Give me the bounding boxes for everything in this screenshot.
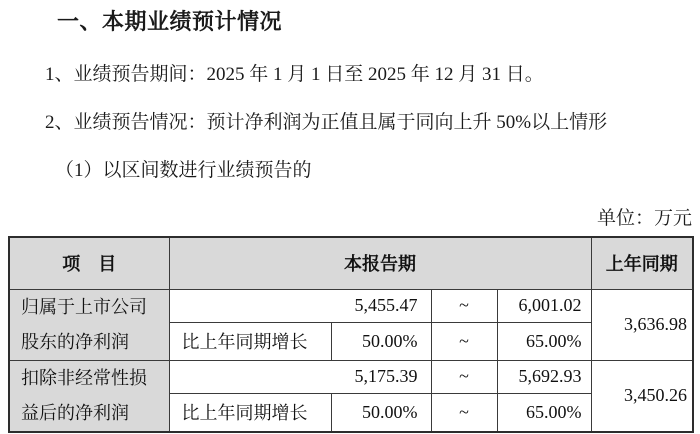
unit-label: 单位：万元	[596, 208, 692, 229]
net-profit-prior-amount: 3,636.98	[591, 289, 693, 360]
net-profit-amount-high: 6,001.02	[497, 289, 591, 322]
range-tilde: ~	[431, 322, 497, 360]
header-item: 项 目	[9, 237, 169, 289]
range-tilde: ~	[431, 394, 497, 432]
header-current-period: 本报告期	[169, 237, 591, 289]
deducted-profit-amount-high: 5,692.93	[497, 360, 591, 394]
deducted-profit-amount-low: 5,175.39	[169, 360, 431, 394]
paragraph-forecast-situation: 2、业绩预告情况：预计净利润为正值且属于同向上升 50%以上情形	[45, 112, 608, 133]
item-cell-deducted-profit	[9, 360, 169, 432]
net-profit-growth-low: 50.00%	[331, 322, 431, 360]
table-header-row	[9, 237, 693, 289]
table-row-deducted-profit-amounts	[9, 360, 693, 394]
item-line: 扣除非经常性损	[21, 367, 147, 388]
range-tilde: ~	[431, 360, 497, 394]
paragraph-forecast-method: （1）以区间数进行业绩预告的	[55, 160, 312, 181]
item-line: 归属于上市公司	[21, 296, 147, 317]
item-line: 股东的净利润	[21, 331, 129, 352]
deducted-profit-growth-low: 50.00%	[331, 394, 431, 432]
deducted-profit-growth-high: 65.00%	[497, 394, 591, 432]
growth-label: 比上年同期增长	[169, 394, 331, 432]
item-line: 益后的净利润	[21, 402, 129, 423]
table-row-net-profit-amounts	[9, 289, 693, 322]
paragraph-forecast-period: 1、业绩预告期间：2025 年 1 月 1 日至 2025 年 12 月 31 日。	[45, 64, 544, 85]
range-tilde: ~	[431, 289, 497, 322]
growth-label: 比上年同期增长	[169, 322, 331, 360]
page-title: 一、本期业绩预计情况	[57, 9, 283, 34]
net-profit-amount-low: 5,455.47	[169, 289, 431, 322]
item-cell-net-profit	[9, 289, 169, 360]
deducted-profit-prior-amount: 3,450.26	[591, 360, 693, 432]
net-profit-growth-high: 65.00%	[497, 322, 591, 360]
forecast-table	[8, 236, 694, 433]
header-prior-period: 上年同期	[591, 237, 693, 289]
